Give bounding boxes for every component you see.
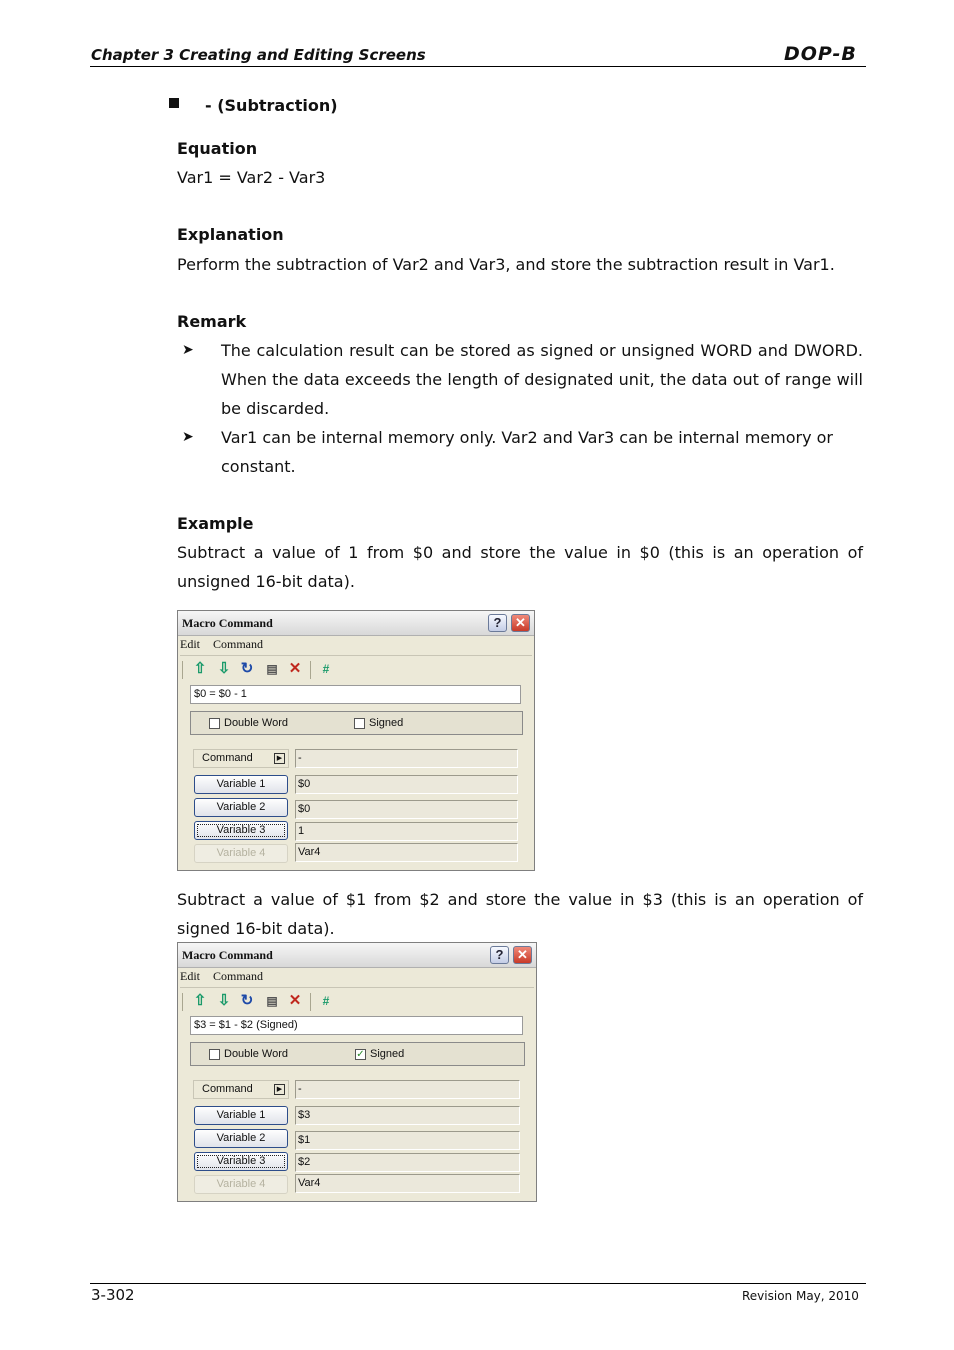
variable-1-field[interactable]: $3 xyxy=(295,1106,520,1125)
save-icon[interactable]: ▤ xyxy=(266,662,278,676)
move-down-icon[interactable]: ⇩ xyxy=(217,992,231,1009)
command-selector[interactable] xyxy=(193,1080,289,1099)
example-heading: Example xyxy=(177,514,254,533)
variable-1-field[interactable]: $0 xyxy=(295,775,518,794)
variable-2-field[interactable]: $1 xyxy=(295,1131,520,1150)
dropdown-arrow-icon[interactable]: ▶ xyxy=(274,1084,285,1095)
explanation-heading: Explanation xyxy=(177,225,284,244)
menu-bar xyxy=(180,969,273,984)
variable-3-field[interactable]: 1 xyxy=(295,822,518,841)
chapter-title: Chapter 3 Creating and Editing Screens xyxy=(91,46,426,64)
dialog-titlebar xyxy=(178,611,534,636)
menu-command[interactable]: Command xyxy=(213,969,263,983)
toolbar-divider xyxy=(310,993,311,1011)
options-group xyxy=(190,711,523,735)
help-icon[interactable]: ? xyxy=(490,946,509,964)
variable-3-button[interactable]: Variable 3 xyxy=(194,1152,288,1171)
move-up-icon[interactable]: ⇧ xyxy=(193,992,207,1009)
arrow-bullet-icon: ➤ xyxy=(182,342,194,358)
signed-label: Signed xyxy=(370,1048,405,1060)
revision-date: Revision May, 2010 xyxy=(742,1289,859,1303)
equation-text: Var1 = Var2 - Var3 xyxy=(177,168,326,187)
command-label: Command xyxy=(202,1083,253,1095)
dialog-title: Macro Command xyxy=(182,948,273,962)
toolbar-divider xyxy=(182,661,183,679)
variable-4-button: Variable 4 xyxy=(194,1175,288,1194)
variable-4-button: Variable 4 xyxy=(194,844,288,863)
delete-icon[interactable]: ✕ xyxy=(288,992,302,1009)
remark-item: Var1 can be internal memory only. Var2 and Var3 can be internal memory or constant. xyxy=(221,428,833,476)
header-divider xyxy=(90,66,866,67)
dropdown-arrow-icon[interactable]: ▶ xyxy=(274,753,285,764)
remark-item: The calculation result can be stored as signed or unsigned WORD and DWORD. When the data exceeds the length of designated unit, the data out of range will be discarded. xyxy=(221,341,863,418)
dialog-title: Macro Command xyxy=(182,616,273,630)
command-label: Command xyxy=(202,752,253,764)
delete-icon[interactable]: ✕ xyxy=(288,660,302,677)
product-logo: DOP-B xyxy=(784,43,857,65)
close-icon[interactable]: ✕ xyxy=(511,614,530,632)
macro-command-dialog xyxy=(177,942,537,1202)
equation-heading: Equation xyxy=(177,139,258,158)
variable-1-button[interactable]: Variable 1 xyxy=(194,1106,288,1125)
undo-icon[interactable]: ↻ xyxy=(240,992,254,1009)
remark-heading: Remark xyxy=(177,312,247,331)
variable-2-button[interactable]: Variable 2 xyxy=(194,798,288,817)
hash-icon[interactable]: # xyxy=(322,662,330,676)
explanation-text: Perform the subtraction of Var2 and Var3, and store the subtraction result in Var1. xyxy=(177,255,835,274)
toolbar-divider xyxy=(182,993,183,1011)
double-word-checkbox[interactable] xyxy=(209,1049,220,1060)
double-word-checkbox[interactable] xyxy=(209,718,220,729)
move-up-icon[interactable]: ⇧ xyxy=(193,660,207,677)
command-value-field[interactable]: - xyxy=(295,1080,520,1099)
menu-divider xyxy=(180,655,532,656)
variable-1-button[interactable]: Variable 1 xyxy=(194,775,288,794)
variable-3-field[interactable]: $2 xyxy=(295,1153,520,1172)
command-selector[interactable] xyxy=(193,749,289,768)
undo-icon[interactable]: ↻ xyxy=(240,660,254,677)
arrow-bullet-icon: ➤ xyxy=(182,429,194,445)
expression-field[interactable]: $0 = $0 - 1 xyxy=(190,685,521,704)
macro-command-dialog xyxy=(177,610,535,871)
signed-label: Signed xyxy=(369,717,404,729)
help-icon[interactable]: ? xyxy=(488,614,507,632)
save-icon[interactable]: ▤ xyxy=(266,994,278,1008)
square-bullet-icon xyxy=(169,98,179,108)
section-title: - (Subtraction) xyxy=(205,96,338,115)
double-word-label: Double Word xyxy=(224,1048,288,1060)
menu-edit[interactable]: Edit xyxy=(180,637,200,651)
command-value-field[interactable]: - xyxy=(295,749,518,768)
options-group xyxy=(190,1042,525,1066)
double-word-label: Double Word xyxy=(224,717,288,729)
variable-3-button[interactable]: Variable 3 xyxy=(194,821,288,840)
hash-icon[interactable]: # xyxy=(322,994,330,1008)
signed-checkbox[interactable]: ✓ xyxy=(356,1049,365,1060)
close-icon[interactable]: ✕ xyxy=(513,946,532,964)
signed-checkbox[interactable] xyxy=(354,718,365,729)
menu-divider xyxy=(180,987,534,988)
variable-4-field[interactable]: Var4 xyxy=(295,843,518,862)
example-para-1: Subtract a value of 1 from $0 and store the value in $0 (this is an operation of unsigned 16-bit data). xyxy=(177,543,863,591)
footer-divider xyxy=(90,1283,866,1284)
menu-bar xyxy=(180,637,273,652)
example-para-2: Subtract a value of $1 from $2 and store the value in $3 (this is an operation of signed 16-bit data). xyxy=(177,890,863,938)
toolbar-divider xyxy=(310,661,311,679)
move-down-icon[interactable]: ⇩ xyxy=(217,660,231,677)
menu-command[interactable]: Command xyxy=(213,637,263,651)
variable-4-field[interactable]: Var4 xyxy=(295,1174,520,1193)
dialog-titlebar xyxy=(178,943,536,968)
page-number: 3-302 xyxy=(91,1286,135,1304)
expression-field[interactable]: $3 = $1 - $2 (Signed) xyxy=(190,1016,523,1035)
menu-edit[interactable]: Edit xyxy=(180,969,200,983)
variable-2-button[interactable]: Variable 2 xyxy=(194,1129,288,1148)
variable-2-field[interactable]: $0 xyxy=(295,800,518,819)
